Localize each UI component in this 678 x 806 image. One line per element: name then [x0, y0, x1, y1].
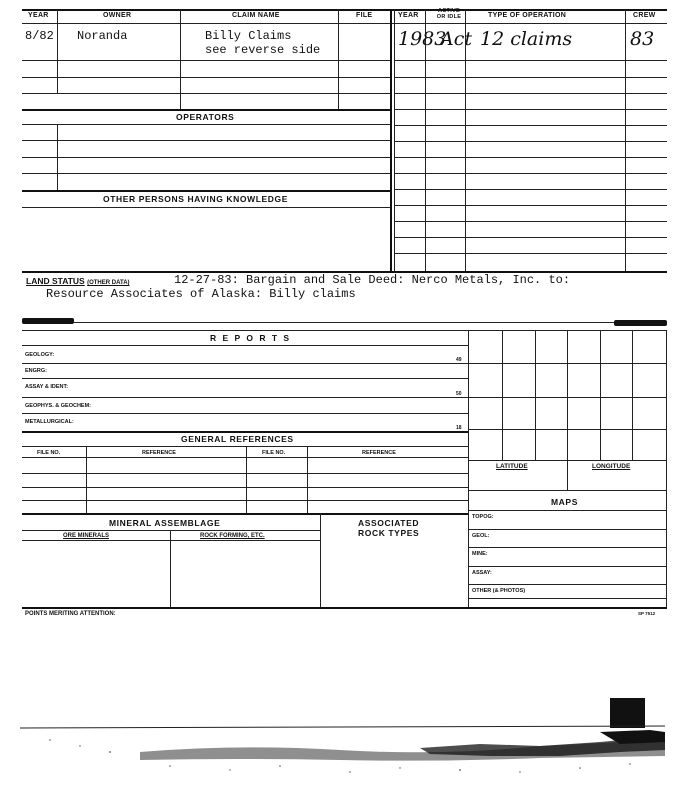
col-active-header-line2: OR IDLE — [436, 14, 462, 20]
geol-label: GEOL: — [472, 533, 490, 539]
history-row-line — [394, 109, 667, 110]
metallurgical-number: 18 — [456, 425, 462, 431]
operators-header-rule — [22, 124, 390, 125]
history-row-line — [394, 189, 667, 190]
record-owner: Noranda — [77, 29, 128, 43]
reference-header-2: REFERENCE — [362, 450, 396, 456]
header-bottom-rule — [22, 23, 667, 24]
tab-bar-left — [22, 318, 74, 324]
col-claim-name-header: CLAIM NAME — [232, 12, 280, 19]
handwritten-crew: 83 — [630, 28, 655, 50]
file-col-divider — [338, 9, 339, 109]
operators-top-rule — [22, 109, 390, 111]
assay-number: 50 — [456, 391, 462, 397]
geophys-label: GEOPHYS. & GEOCHEM: — [25, 403, 92, 409]
reports-row-line — [22, 413, 468, 414]
other-persons-top-rule — [22, 190, 390, 192]
file-no-header-1: FILE NO. — [37, 450, 61, 456]
history-row-line — [394, 141, 667, 142]
history-row-line — [394, 253, 667, 254]
col-owner-header: OWNER — [103, 12, 132, 19]
ref-row-line — [22, 487, 468, 488]
ref-row-line — [22, 473, 468, 474]
grid-line-v — [535, 330, 536, 460]
reports-section-top — [22, 330, 667, 331]
reports-header-rule — [22, 345, 468, 346]
maps-row-line — [468, 584, 666, 585]
crew-col-divider — [625, 9, 626, 271]
owner-row-line — [22, 77, 390, 78]
land-status-line2: Resource Associates of Alaska: Billy claims — [46, 287, 356, 301]
scan-noise-strip — [20, 722, 665, 782]
land-status-label — [26, 276, 130, 286]
grid-line-v — [600, 330, 601, 460]
mine-label: MINE: — [472, 551, 488, 557]
history-row-line — [394, 157, 667, 158]
right-border — [666, 330, 667, 607]
col-active-header-line1: ACTIVE — [438, 8, 460, 14]
history-row-line — [394, 60, 667, 61]
land-status-subtitle: (OTHER DATA) — [87, 280, 130, 286]
history-row-line — [394, 237, 667, 238]
mineral-rock-divider — [320, 513, 321, 607]
operators-row-line — [22, 140, 390, 141]
ref-col-divider — [307, 446, 308, 513]
form-number: SP 7512 — [638, 611, 656, 616]
record-claim-name: Billy Claims — [205, 29, 292, 43]
topog-label: TOPOG: — [472, 514, 494, 520]
mineral-subheader-rule — [22, 540, 320, 541]
operators-heading: OPERATORS — [176, 112, 235, 122]
maps-row-line — [468, 529, 666, 530]
general-references-heading: GENERAL REFERENCES — [181, 434, 294, 444]
operators-row-line — [22, 173, 390, 174]
points-meriting-attention: POINTS MERITING ATTENTION: — [25, 611, 116, 617]
owner-col-divider — [57, 9, 58, 94]
metallurgical-label: METALLURGICAL: — [25, 419, 74, 425]
maps-row-line — [468, 547, 666, 548]
land-status-line1: 12-27-83: Bargain and Sale Deed: Nerco Metals, Inc. to: — [174, 273, 571, 287]
maps-heading: MAPS — [551, 497, 578, 507]
history-row-line — [394, 77, 667, 78]
ref-row-line — [22, 457, 468, 458]
ref-row-line — [22, 500, 468, 501]
grid-line-v — [632, 330, 633, 460]
engrg-label: ENGRG: — [25, 368, 47, 374]
ref-col-divider — [86, 446, 87, 513]
maps-row-line — [468, 598, 666, 599]
col-type-operation-header: TYPE OF OPERATION — [488, 12, 567, 19]
other-photos-label: OTHER (& PHOTOS) — [472, 588, 526, 594]
owner-row-line — [22, 60, 390, 61]
rock-forming-header: ROCK FORMING, ETC. — [200, 533, 265, 539]
mineral-top-rule — [22, 513, 468, 515]
reports-row-line — [22, 378, 468, 379]
grid-line-h — [468, 429, 666, 430]
reports-top-rule — [74, 322, 614, 323]
general-refs-header-rule — [22, 446, 468, 447]
latitude-label: LATITUDE — [496, 463, 528, 470]
grid-line-v — [567, 330, 568, 490]
other-persons-heading: OTHER PERSONS HAVING KNOWLEDGE — [103, 194, 289, 204]
handwritten-year: 1983 — [398, 28, 447, 50]
grid-line-h — [468, 460, 666, 461]
maps-row-line — [468, 566, 666, 567]
mineral-header-rule — [22, 530, 320, 531]
history-row-line — [394, 93, 667, 94]
record-claim-note: see reverse side — [205, 43, 321, 57]
handwritten-type: 12 claims — [480, 28, 573, 50]
reports-heading: R E P O R T S — [210, 333, 292, 343]
history-row-line — [394, 221, 667, 222]
reports-row-line — [22, 397, 468, 398]
history-row-line — [394, 205, 667, 206]
grid-line-h — [468, 363, 666, 364]
footer-top-rule — [22, 607, 667, 609]
right-block-divider-inner — [394, 9, 395, 271]
associated-heading-line1: ASSOCIATED — [358, 518, 420, 528]
geology-label: GEOLOGY: — [25, 352, 55, 358]
col-year-header: YEAR — [28, 12, 49, 19]
history-row-line — [394, 173, 667, 174]
handwritten-active: Act — [440, 28, 472, 50]
col-year2-header: YEAR — [398, 12, 419, 19]
right-block-divider — [390, 9, 392, 271]
assay-map-label: ASSAY: — [472, 570, 492, 576]
assay-label: ASSAY & IDENT: — [25, 384, 69, 390]
ore-rock-divider — [170, 530, 171, 607]
maps-header-rule — [468, 510, 666, 511]
grid-line-v — [502, 330, 503, 460]
maps-top-rule — [468, 490, 666, 491]
history-row-line — [394, 125, 667, 126]
grid-line-h — [468, 397, 666, 398]
mineral-assemblage-heading: MINERAL ASSEMBLAGE — [109, 518, 221, 528]
ref-col-divider — [246, 446, 247, 513]
tab-bar-right — [614, 320, 667, 326]
associated-heading-line2: ROCK TYPES — [358, 528, 420, 538]
operators-row-line — [22, 157, 390, 158]
geology-number: 49 — [456, 357, 462, 363]
reports-row-line — [22, 363, 468, 364]
top-border — [22, 9, 667, 11]
land-status-title: LAND STATUS — [26, 276, 85, 286]
longitude-label: LONGITUDE — [592, 463, 631, 470]
claim-col-divider — [180, 9, 181, 109]
ore-minerals-header: ORE MINERALS — [63, 533, 110, 539]
file-no-header-2: FILE NO. — [262, 450, 286, 456]
reference-header-1: REFERENCE — [142, 450, 176, 456]
record-year: 8/82 — [25, 29, 54, 43]
general-refs-top-rule — [22, 431, 468, 433]
col-crew-header: CREW — [633, 12, 656, 19]
owner-row-line — [22, 93, 390, 94]
other-persons-header-rule — [22, 207, 390, 208]
col-file-header: FILE — [356, 12, 373, 19]
